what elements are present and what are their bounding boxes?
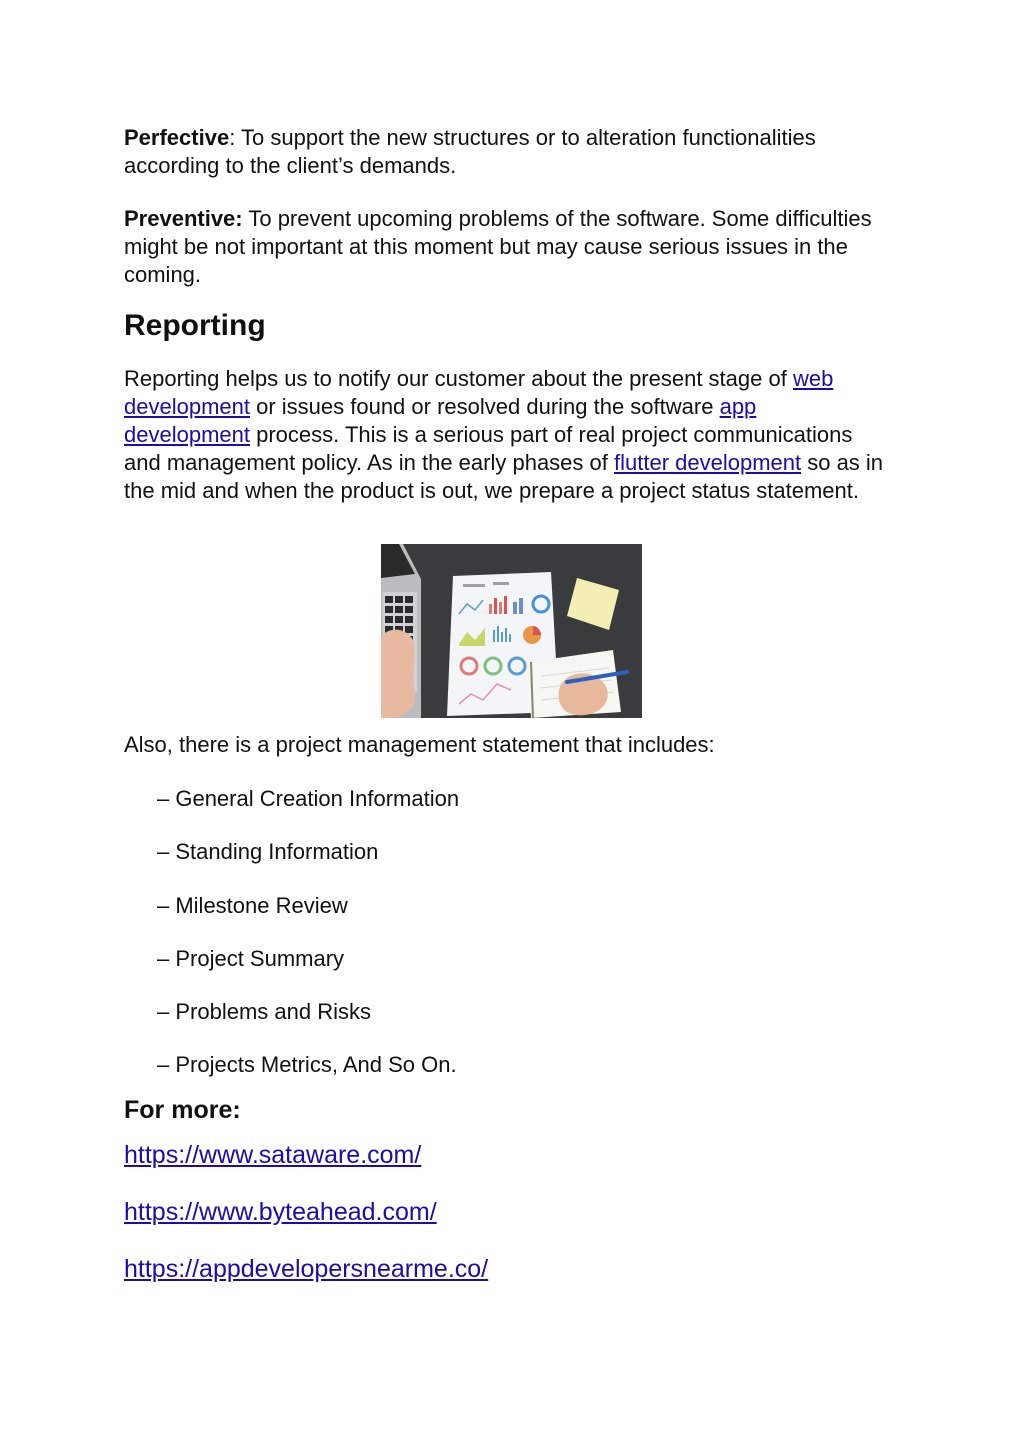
reporting-text-2: or issues found or resolved during the software [249, 394, 720, 419]
reporting-heading: Reporting [124, 309, 266, 342]
list-item: – Project Summary [157, 945, 345, 971]
byteahead-link[interactable]: https://www.byteahead.com/ [124, 1198, 437, 1226]
perfective-text: : To support the new structures or to alteration functionalities according to the client’s demands. [124, 125, 816, 178]
statement-list [157, 785, 459, 1105]
reporting-text-3: process. This is a serious part of real project communications and management policy. As in the early phases of [124, 422, 853, 475]
left-hand [381, 630, 415, 718]
preventive-paragraph [124, 205, 904, 289]
reporting-paragraph [124, 365, 884, 505]
perfective-paragraph [124, 124, 904, 180]
report-photo [381, 544, 642, 718]
perfective-label: Perfective [124, 125, 230, 150]
list-item: – Standing Information [157, 839, 379, 865]
preventive-label: Preventive: [124, 206, 243, 231]
list-item: – Problems and Risks [157, 999, 371, 1025]
reporting-text-1: Reporting helps us to notify our customer about the present stage of [124, 366, 793, 391]
list-item: – Projects Metrics, And So On. [157, 1052, 457, 1078]
appdevelopersnearme-link[interactable]: https://appdevelopersnearme.co/ [124, 1255, 489, 1283]
reporting-text-4: so as in the mid and when the product is out, we prepare a project status statement. [124, 450, 884, 503]
web-development-link[interactable]: web development [124, 366, 834, 419]
list-item: – General Creation Information [157, 786, 460, 811]
preventive-text: To prevent upcoming problems of the software. Some difficulties might be not important at this moment but may cause serious issues in the coming. [124, 206, 872, 287]
sataware-link[interactable]: https://www.sataware.com/ [124, 1141, 422, 1169]
list-item: – Milestone Review [157, 892, 348, 918]
also-paragraph: Also, there is a project management statement that includes: [124, 732, 715, 757]
app-development-link[interactable]: app development [124, 394, 757, 447]
for-more-heading: For more: [124, 1096, 241, 1124]
flutter-development-link[interactable]: flutter development [614, 450, 802, 475]
